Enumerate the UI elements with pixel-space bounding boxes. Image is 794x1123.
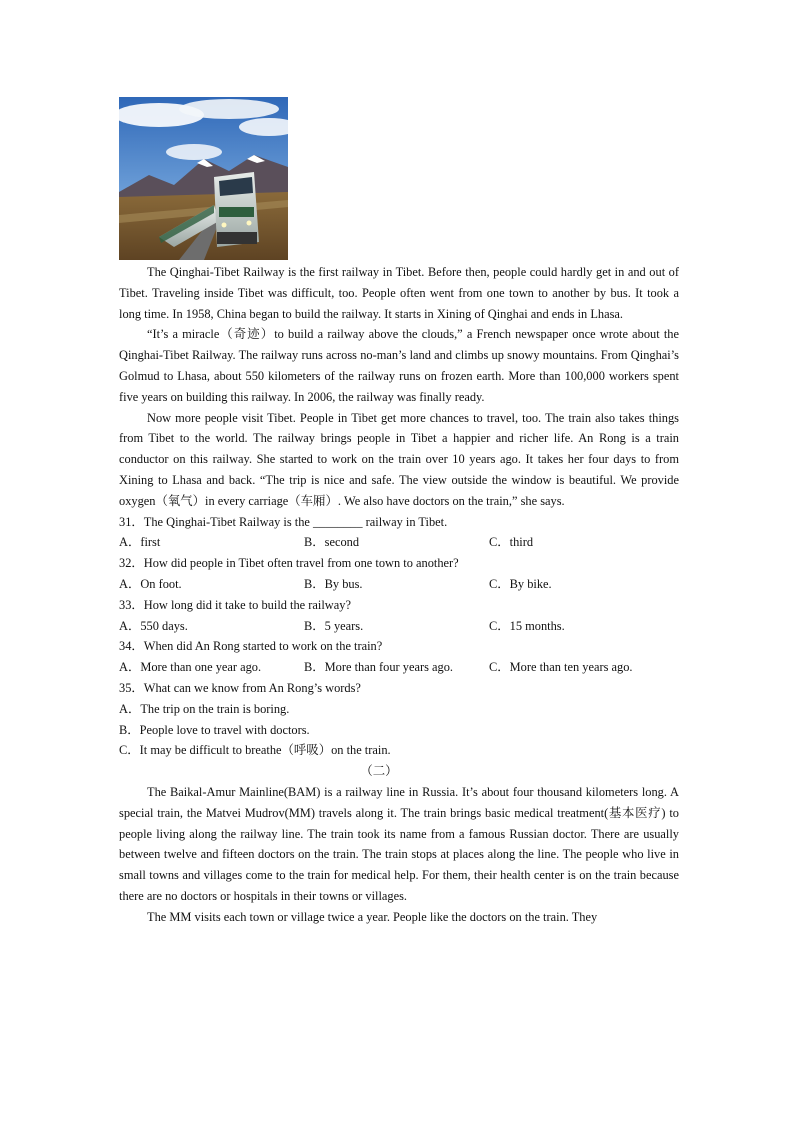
- question-stem: 31．The Qinghai-Tibet Railway is the ________ railway in Tibet.: [119, 514, 448, 529]
- document-page: [119, 97, 679, 928]
- option-b: B．People love to travel with doctors.: [119, 722, 310, 737]
- option-c: C．third: [489, 535, 534, 550]
- option-b: B．More than four years ago.: [304, 660, 453, 675]
- question-options: [119, 532, 679, 553]
- question-options: [119, 657, 679, 678]
- option-c: C．More than ten years ago.: [489, 660, 633, 675]
- question-stem: 33．How long did it take to build the railway?: [119, 597, 351, 612]
- option-a: A．first: [119, 535, 161, 550]
- question-options: [119, 574, 679, 595]
- option-a: A．More than one year ago.: [119, 660, 262, 675]
- option-c: C．By bike.: [489, 576, 552, 591]
- option-a: A．The trip on the train is boring.: [119, 701, 290, 716]
- question-stem: 34．When did An Rong started to work on the train?: [119, 639, 383, 654]
- option-b: B．5 years.: [304, 618, 364, 633]
- question-stem: 32．How did people in Tibet often travel from one town to another?: [119, 556, 459, 571]
- passage-paragraph: “It’s a miracle（奇迹）to build a railway above the clouds,” a French newspaper once wrote about the Qinghai-Tibet Railway. The railway runs across no-man’s land and climbs up snowy mountains. From Qinghai’s Golmud to Lhasa, about 550 kilometers of the railway runs on frozen earth. More than 100,000 workers spent five years on building this railway. In 2006, the railway was finally ready.: [119, 327, 679, 404]
- question-options: [119, 616, 679, 637]
- option-a: A．550 days.: [119, 618, 188, 633]
- passage-paragraph: The Qinghai-Tibet Railway is the first railway in Tibet. Before then, people could hardly get in and out of Tibet. Traveling inside Tibet was difficult, too. People often went from one town to another by bus. It took a long time. In 1958, China began to build the railway. It starts in Xining of Qinghai and ends in Lhasa.: [119, 265, 679, 321]
- question-stem: 35．What can we know from An Rong’s words?: [119, 680, 361, 695]
- option-c: C．15 months.: [489, 618, 565, 633]
- section-heading: （二）: [360, 764, 398, 779]
- option-b: B．By bus.: [304, 576, 363, 591]
- passage-paragraph: The MM visits each town or village twice a year. People like the doctors on the train. They: [147, 909, 598, 924]
- passage-paragraph: The Baikal-Amur Mainline(BAM) is a railway line in Russia. It’s about four thousand kilometers long. A special train, the Matvei Mudrov(MM) travels along it. The train brings basic medical treatment(基本医疗) to people living along the railway line. The train took its name from a famous Russian doctor. There are usually between twelve and fifteen doctors on the train. The train stops at places along the line. The people who live in small towns and villages come to the train for medical help. For them, their health center is on the train because there are no doctors or hospitals in their towns or villages.: [119, 784, 679, 903]
- option-c: C．It may be difficult to breathe（呼吸）on the train.: [119, 743, 391, 758]
- option-b: B．second: [304, 535, 360, 550]
- passage-paragraph: Now more people visit Tibet. People in Tibet get more chances to travel, too. The train also takes things from Tibet to the world. The railway brings people in Tibet a happier and richer life. An Rong is a train conductor on this railway. She started to work on the train over 10 years ago. It takes her four days to from Xining to Lhasa and back. “The trip is nice and safe. The view outside the window is beautiful. We provide oxygen（氧气）in every carriage（车厢）. We also have doctors on the train,” she says.: [119, 410, 679, 508]
- train-photo: [119, 97, 288, 260]
- option-a: A．On foot.: [119, 576, 182, 591]
